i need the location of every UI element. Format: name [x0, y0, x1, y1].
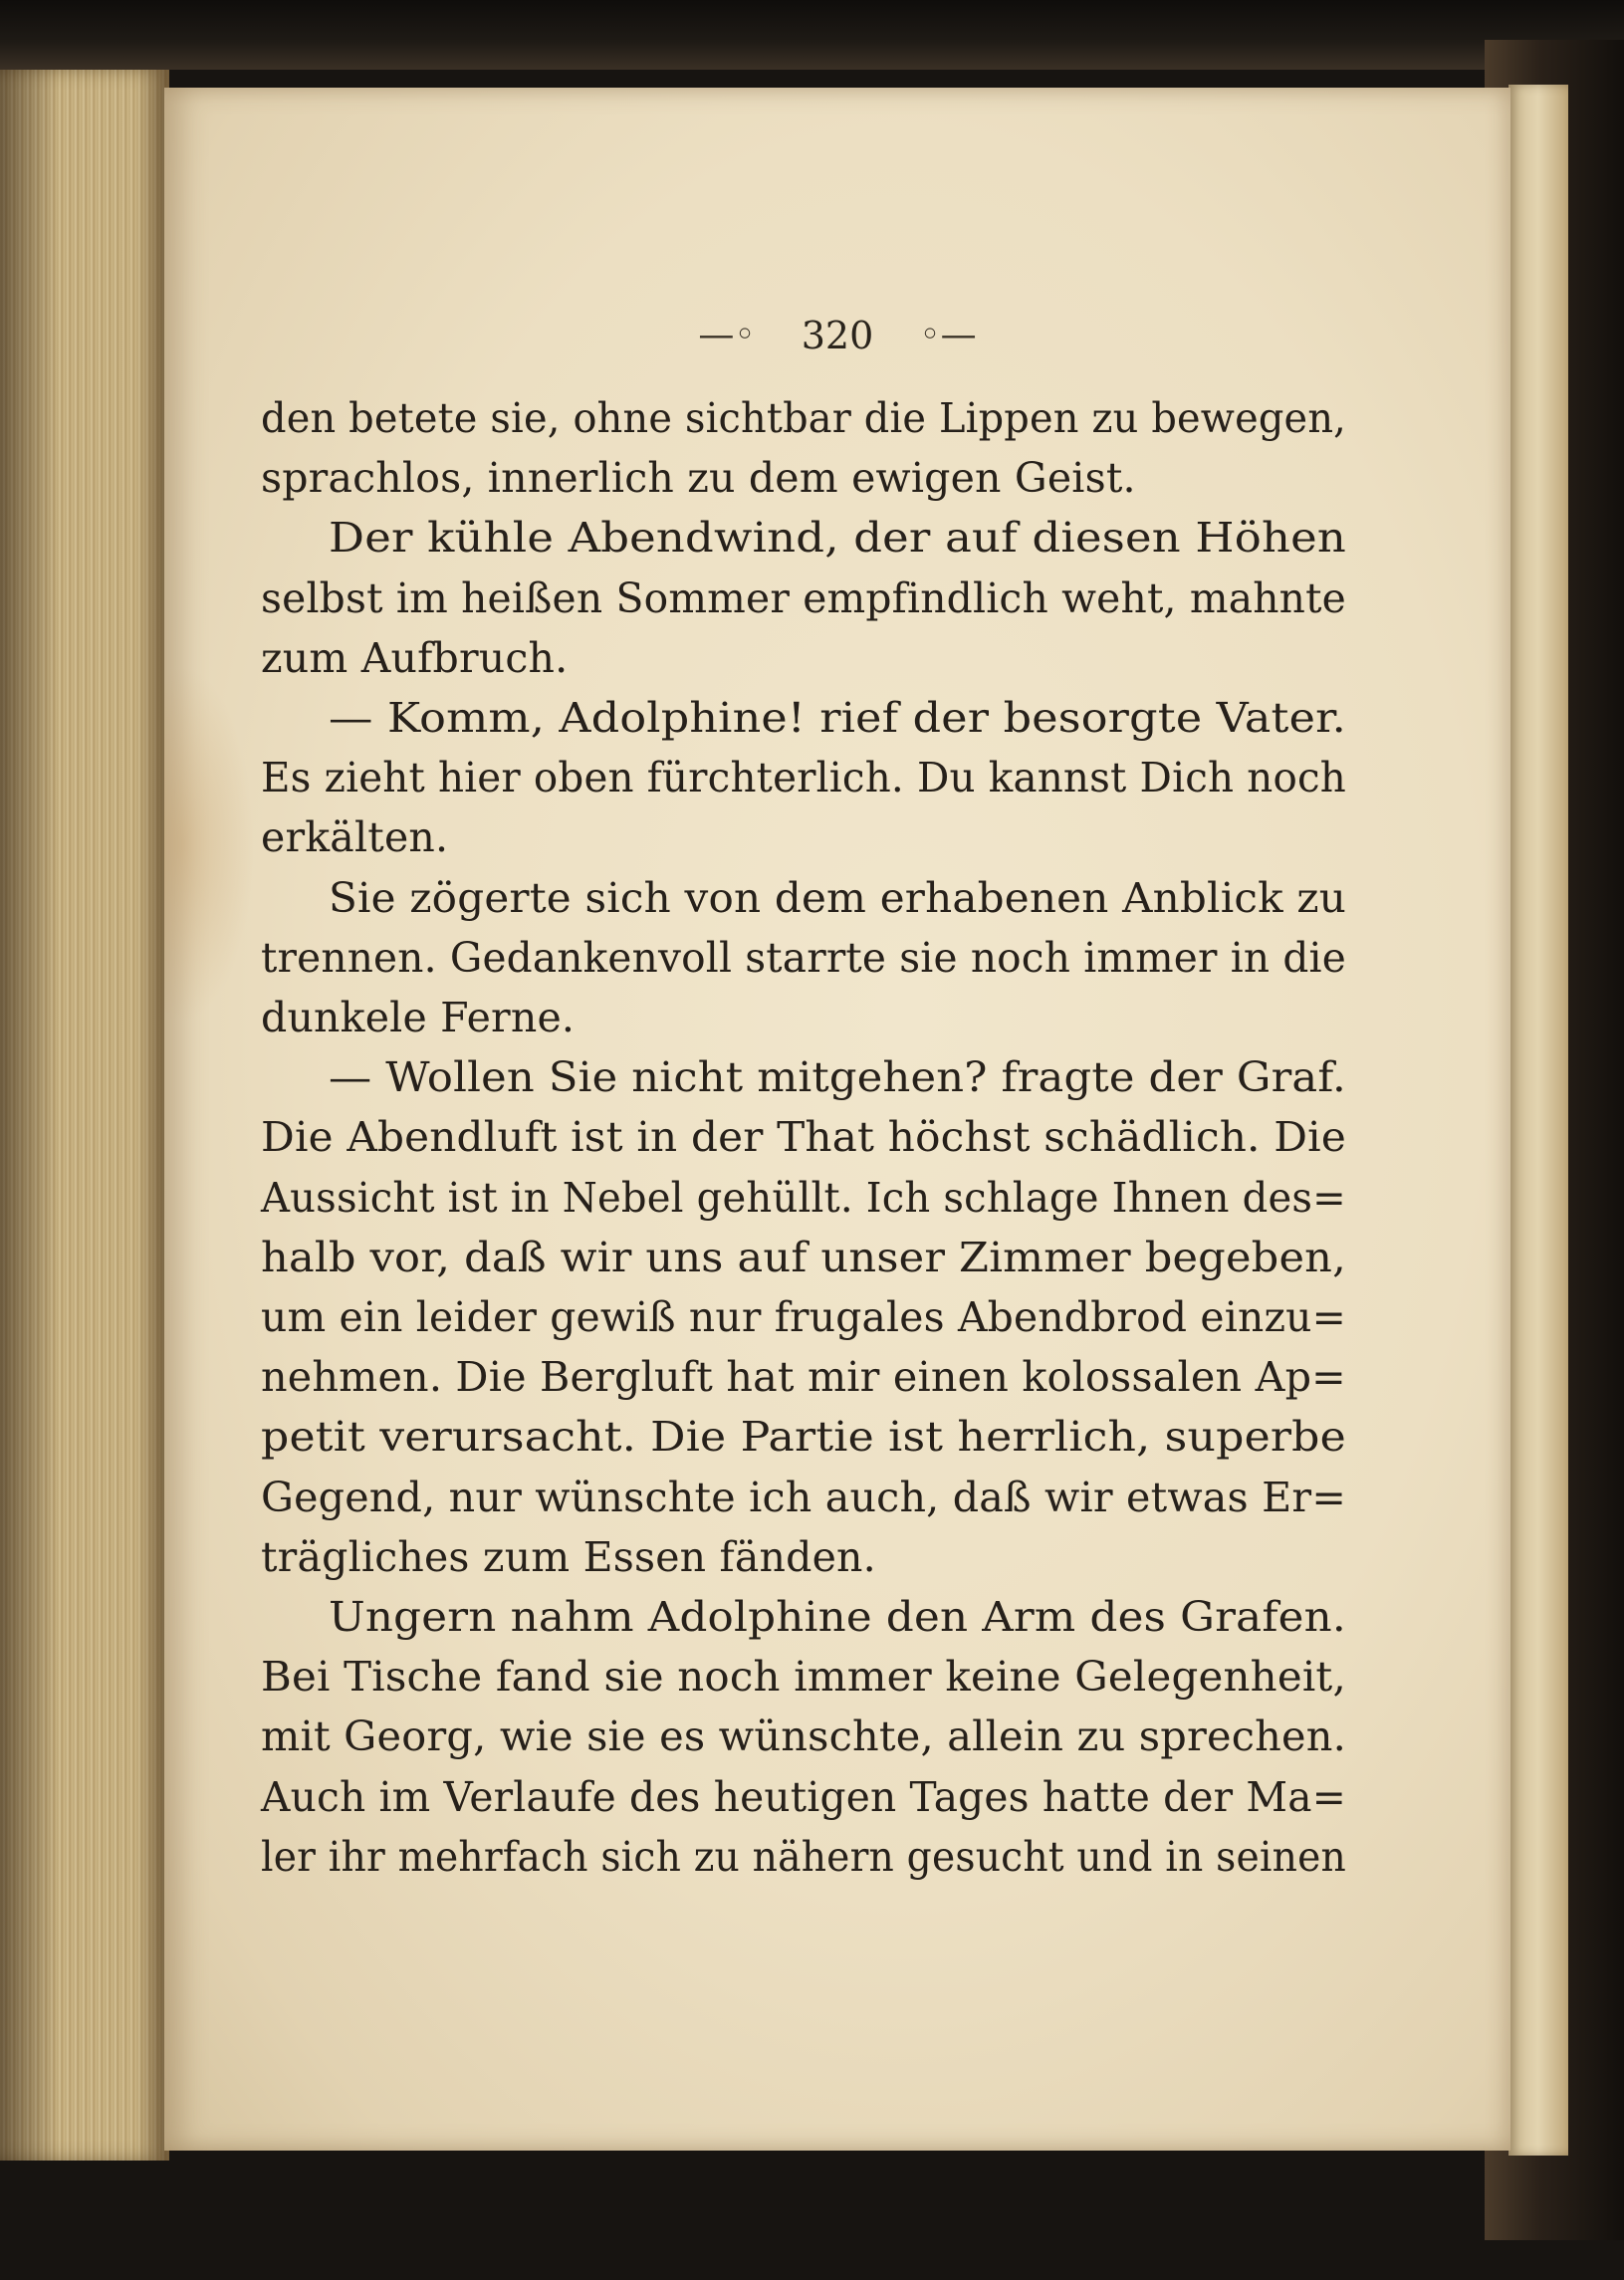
ornament-left-icon: —◦ [698, 314, 756, 355]
text-line-content: halb vor, daß wir uns auf unser Zimmer begeben, [261, 1233, 1347, 1281]
text-line-content: — Wollen Sie nicht mitgehen? fragte der Graf. [329, 1053, 1346, 1102]
text-line-content: petit verursacht. Die Partie ist herrlich, superbe [261, 1413, 1346, 1462]
facing-page-edge [1508, 85, 1568, 2156]
text-line-content: Bei Tische fand sie noch immer keine Gelegenheit, [261, 1653, 1346, 1702]
text-line-content: zum Aufbruch. [261, 633, 569, 682]
text-line-content: um ein leider gewiß nur frugales Abendbrod einzu= [261, 1293, 1347, 1341]
page-block-edges [0, 70, 169, 2161]
text-line-content: trägliches zum Essen fänden. [261, 1532, 876, 1581]
text-line-content: den betete sie, ohne sichtbar die Lippen zu bewegen, [261, 394, 1347, 442]
text-line-content: sprachlos, innerlich zu dem ewigen Geist. [261, 454, 1136, 503]
text-line-content: Aussicht ist in Nebel gehüllt. Ich schlage Ihnen des= [261, 1173, 1346, 1222]
text-line-content: ler ihr mehrfach sich zu nähern gesucht und in seinen [261, 1832, 1346, 1881]
text-line-content: Sie zögerte sich von dem erhabenen Anblick zu [329, 873, 1347, 922]
page-header [164, 313, 1510, 357]
text-line-content: Der kühle Abendwind, der auf diesen Höhen [329, 514, 1346, 563]
page-number: 320 [801, 313, 874, 357]
text-line-content: selbst im heißen Sommer empfindlich weht, mahnte [261, 573, 1347, 622]
text-line-content: Auch im Verlaufe des heutigen Tages hatte der Ma= [261, 1772, 1347, 1821]
text-line-content: dunkele Ferne. [261, 994, 576, 1041]
text-line-content: Die Abendluft ist in der That höchst schädlich. Die [261, 1113, 1346, 1162]
text-line-content: nehmen. Die Bergluft hat mir einen kolossalen Ap= [261, 1353, 1346, 1402]
text-line-content: trennen. Gedankenvoll starrte sie noch immer in die [261, 933, 1346, 982]
text-line-content: Gegend, nur wünschte ich auch, daß wir etwas Er= [261, 1473, 1347, 1521]
text-line-content: erkälten. [261, 813, 449, 862]
text-line-content: mit Georg, wie sie es wünschte, allein zu sprechen. [261, 1712, 1347, 1761]
text-line-content: Es zieht hier oben fürchterlich. Du kannst Dich noch [261, 754, 1346, 802]
ornament-right-icon: ◦— [919, 314, 977, 355]
paper-stain [164, 665, 254, 1024]
text-line-content: Ungern nahm Adolphine den Arm des Grafen. [329, 1593, 1346, 1641]
book-cover-top-edge [0, 0, 1624, 70]
text-line-content: — Komm, Adolphine! rief der besorgte Vater. [329, 694, 1347, 742]
